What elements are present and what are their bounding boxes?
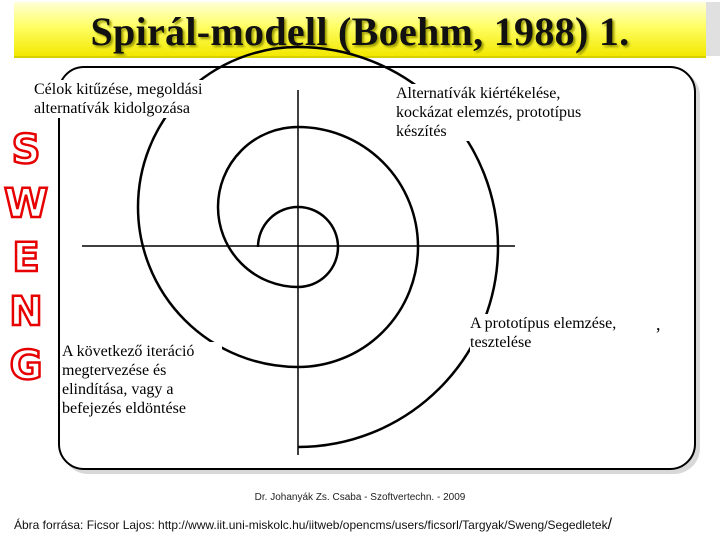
footer-source bbox=[14, 516, 612, 534]
slide-title: Spirál-modell (Boehm, 1988) 1. bbox=[90, 9, 630, 54]
footer-source-text: Ábra forrása: Ficsor Lajos: http://www.iit.uni-miskolc.hu/iitweb/opencms/users/ficsorl/Targyak/Sweng/Segedletek bbox=[14, 518, 608, 532]
sweng-letter-e: E bbox=[12, 235, 40, 281]
quadrant-label-top-left: Célok kitűzése, megoldási alternatívák kidolgozása bbox=[34, 80, 234, 118]
sweng-letter-w: W bbox=[4, 181, 49, 227]
sweng-letter-n: N bbox=[9, 289, 43, 335]
footer-credit: Dr. Johanyák Zs. Csaba - Szoftvertechn. - 2009 bbox=[254, 492, 466, 503]
stray-comma: , bbox=[656, 314, 661, 334]
quadrant-label-bottom-left: A következő iteráció megtervezése és elindítása, vagy a befejezés eldöntése bbox=[62, 342, 222, 418]
sweng-letter-s: S bbox=[11, 127, 41, 173]
sweng-letter-g: G bbox=[9, 343, 43, 389]
quadrant-label-bottom-right: A prototípus elemzése, tesztelése bbox=[470, 314, 646, 352]
footer-end-mark: / bbox=[607, 516, 613, 533]
quadrant-label-top-right: Alternatívák kiértékelése, kockázat elemzés, prototípus készítés bbox=[396, 84, 614, 141]
